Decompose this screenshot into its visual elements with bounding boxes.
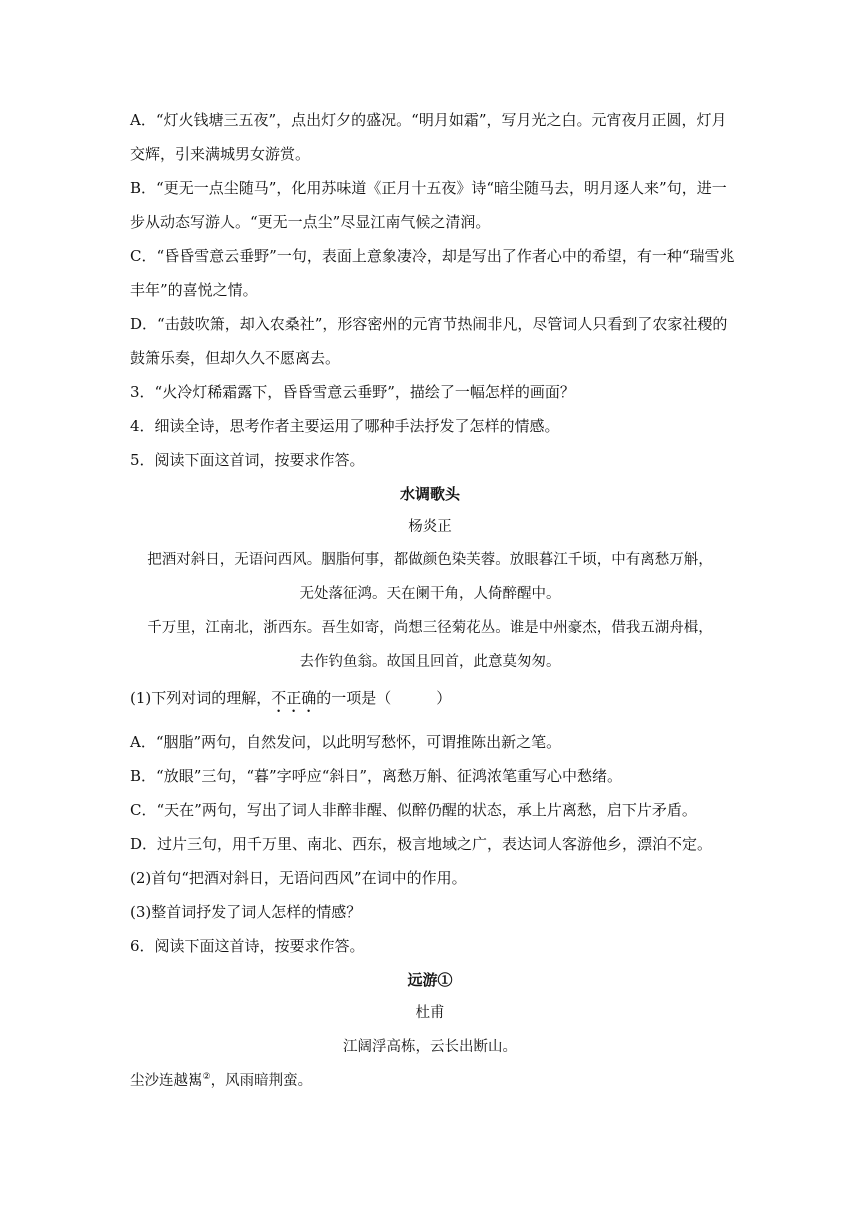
poem2-author: 杜甫 (415, 1005, 445, 1021)
poem2-line2-text: 尘沙连越嶲 (130, 1073, 203, 1089)
option-b-line1: B．“更无一点尘随马”，化用苏味道《正月十五夜》诗“暗尘随马去，明月逐人来”句，进一 (130, 179, 727, 197)
question-5-1-prefix: (1)下列对词的理解， (130, 689, 272, 707)
poem1-line3: 千万里，江南北，浙西东。吾生如寄，尚想三径菊花丛。谁是中州豪杰，借我五湖舟楫， (147, 620, 713, 636)
poem2-line1: 江阔浮高栋，云长出断山。 (343, 1039, 517, 1055)
poem1-line1: 把酒对斜日，无语问西风。胭脂何事，都做颜色染芙蓉。放眼暮江千顷，中有离愁万斛， (147, 552, 713, 568)
option-c-line1: C．“昏昏雪意云垂野”一句，表面上意象凄冷，却是写出了作者心中的希望，有一种“瑞雪兆 (130, 247, 735, 265)
question-5: 5．阅读下面这首词，按要求作答。 (130, 451, 365, 469)
question-5-1 (130, 688, 730, 716)
q5-option-b: B．“放眼”三句，“暮”字呼应“斜日”，离愁万斛、征鸿浓笔重写心中愁绪。 (130, 767, 623, 785)
poem1-title: 水调歌头 (399, 485, 460, 503)
question-3: 3．“火冷灯稀霜露下，昏昏雪意云垂野”，描绘了一幅怎样的画面？ (130, 383, 575, 401)
poem1-author: 杨炎正 (408, 519, 452, 535)
option-a-line1: A．“灯火钱塘三五夜”，点出灯夕的盛况。“明月如霜”，写月光之白。元宵夜月正圆，灯月 (130, 111, 727, 129)
footnote-marker: ② (202, 1072, 211, 1083)
option-c-line2: 丰年”的喜悦之情。 (130, 281, 258, 299)
poem1-line4: 去作钓鱼翁。故国且回首，此意莫匆匆。 (299, 654, 561, 670)
q5-option-a: A．“胭脂”两句，自然发问，以此明写愁怀，可谓推陈出新之笔。 (130, 733, 562, 751)
question-5-2: (2)首句“把酒对斜日，无语问西风”在词中的作用。 (130, 869, 467, 887)
question-4: 4．细读全诗，思考作者主要运用了哪种手法抒发了怎样的情感。 (130, 417, 560, 435)
poem2-line2 (130, 1071, 730, 1091)
poem2-line2-rest: ，风雨暗荆蛮。 (210, 1073, 313, 1089)
poem2-title: 远游① (407, 971, 453, 989)
q5-option-d: D．过片三句，用千万里、南北、西东，极言地域之广，表达词人客游他乡，漂泊不定。 (130, 835, 713, 853)
poem1-line2: 无处落征鸿。天在阑干角，人倚醉醒中。 (299, 586, 561, 602)
option-b-line2: 步从动态写游人。“更无一点尘”尽显江南气候之清润。 (130, 213, 491, 231)
question-5-3: (3)整首词抒发了词人怎样的情感？ (130, 903, 362, 921)
option-d-line2: 鼓箫乐奏，但却久久不愿离去。 (130, 349, 341, 367)
question-5-1-emphasis: 不正确 (271, 689, 317, 707)
q5-option-c: C．“天在”两句，写出了词人非醉非醒、似醉仍醒的状态，承上片离愁，启下片矛盾。 (130, 801, 697, 819)
question-5-1-suffix: 的一项是（ ） (316, 689, 452, 707)
option-d-line1: D．“击鼓吹箫，却入农桑社”，形容密州的元宵节热闹非凡，尽管词人只看到了农家社稷的 (130, 315, 728, 333)
question-6: 6．阅读下面这首诗，按要求作答。 (130, 937, 365, 955)
option-a-line2: 交辉，引来满城男女游赏。 (130, 145, 311, 163)
